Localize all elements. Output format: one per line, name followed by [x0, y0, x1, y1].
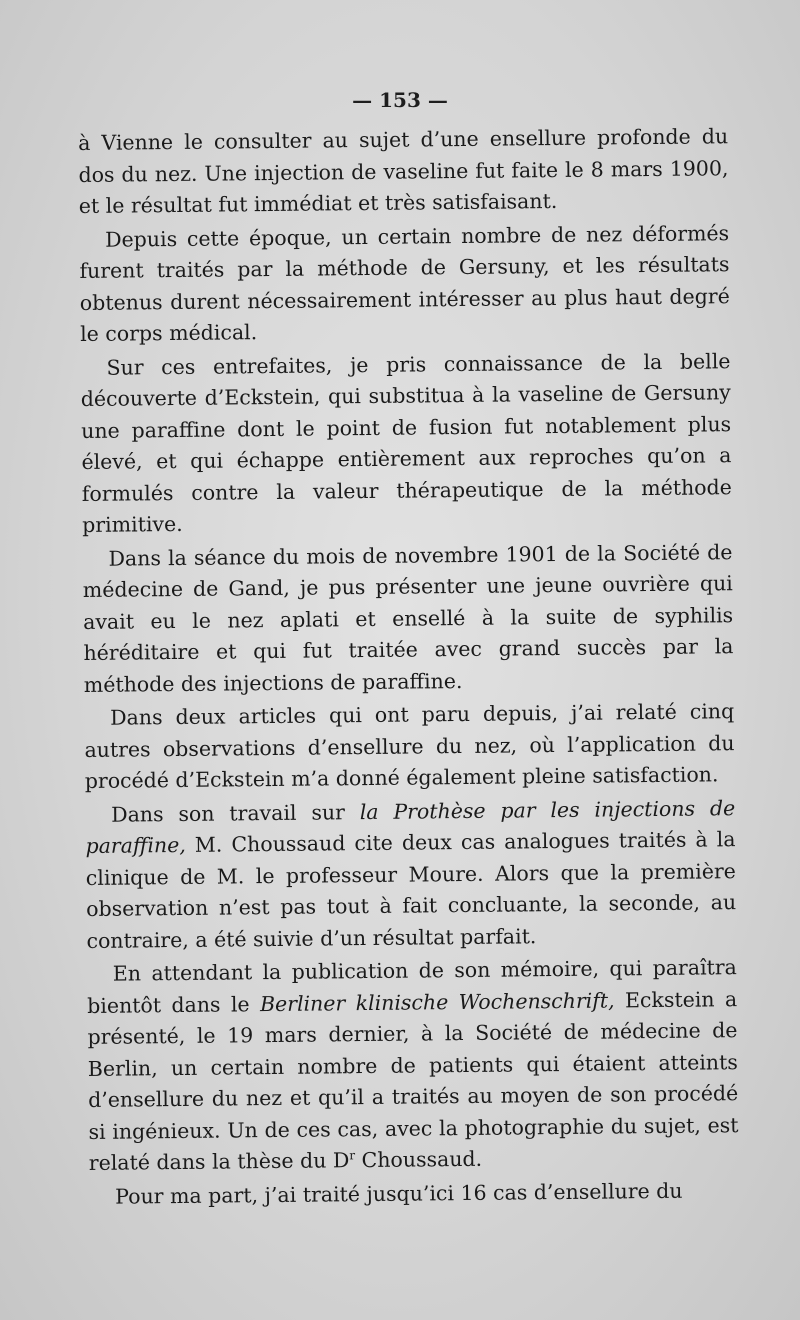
- paragraph: [87, 952, 739, 1179]
- italic-title: Berliner klinische Wochenschrift,: [259, 987, 615, 1016]
- text-segment: Sur ces entrefaites, je pris connaissance de la belle découverte d’Eckstein, qui substitua à la vaseline de Gersuny une paraffine dont le point de fusion fut notablement plus élevé, et qui échappe entièrement aux reproches qu’on a formulés contre la valeur thérapeutique de la méthode primitive.: [80, 348, 732, 537]
- text-segment: à Vienne le consulter au sujet d’une ensellure profonde du dos du nez. Une injection de vaseline fut faite le 8 mars 1900, et le résultat fut immédiat et très satisfaisant.: [78, 124, 729, 218]
- text-segment: En attendant la publication de son mémoire, qui paraîtra bientôt dans le: [87, 955, 737, 1018]
- page-number: — 153 —: [352, 88, 448, 112]
- italic-title: la Prothèse par les injections de paraffine,: [85, 795, 736, 858]
- text-segment: Dans la séance du mois de novembre 1901 de la Société de médecine de Gand, je pus présenter une jeune ouvrière qui avait eu le nez aplati et ensellé à la suite de syphilis héréditaire et qui fut traitée avec grand succès par la méthode des injections de paraffine.: [82, 539, 734, 697]
- text-segment: Dans son travail sur: [111, 799, 360, 827]
- paragraph: [78, 121, 729, 222]
- paragraph: [82, 537, 734, 701]
- text-segment: Eckstein a présenté, le 19 mars dernier, à la Société de médecine de Berlin, un certain nombre de patients qui étaient atteints d’ensellure du nez et qu’il a traités au moyen de son procédé si ingénieux. Un de ces cas, avec la photographie du sujet, est relaté dans la thèse du D: [87, 986, 739, 1175]
- paragraph: [79, 218, 730, 351]
- body-text: [78, 121, 739, 1213]
- text-segment: M. Choussaud cite deux cas analogues traités à la clinique de M. le professeur Moure. Alors que la première observation n’est pas tout à fait concluante, la seconde, au contraire, a été suivie d’un résultat parfait.: [85, 827, 737, 953]
- text-segment: Pour ma part, j’ai traité jusqu’ici 16 cas d’ensellure du: [115, 1178, 683, 1209]
- paragraph: [85, 793, 737, 957]
- text-segment: Dans deux articles qui ont paru depuis, j’ai relaté cinq autres observations d’ensellure du nez, où l’application du procédé d’Eckstein m’a donné également pleine satisfaction.: [84, 699, 735, 793]
- paragraph: [84, 696, 735, 797]
- text-segment: Depuis cette époque, un certain nombre de nez déformés furent traités par la méthode de Gersuny, et les résultats obtenus durent nécessairement intéresser au plus haut degré le corps médical.: [79, 220, 730, 346]
- superscript: r: [349, 1148, 356, 1163]
- text-segment: Choussaud.: [354, 1146, 483, 1173]
- paragraph: [89, 1175, 739, 1213]
- paragraph: [80, 346, 732, 542]
